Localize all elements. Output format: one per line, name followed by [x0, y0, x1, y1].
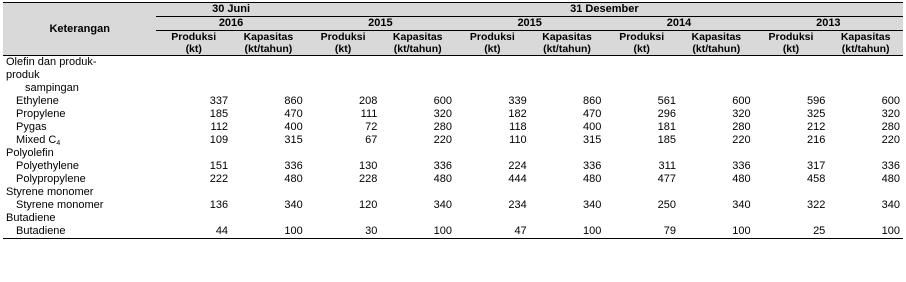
kapasitas-cell: 860	[284, 95, 303, 107]
kapasitas-cell: 336	[284, 160, 303, 172]
empty-cell	[231, 186, 306, 199]
kapasitas-header-label: Kapasitas	[243, 31, 294, 43]
row-label-text: Mixed C	[16, 134, 57, 146]
section-title: sampingan	[25, 82, 79, 94]
kapasitas-header-unit: (kt/tahun)	[543, 43, 591, 55]
row-label-subscript: 4	[56, 140, 61, 147]
empty-cell	[828, 186, 903, 199]
kapasitas-cell: 100	[380, 225, 455, 239]
row-label	[3, 173, 156, 186]
kapasitas-header	[828, 31, 903, 56]
empty-cell	[530, 69, 605, 82]
produksi-cell: 25	[754, 225, 829, 239]
produksi-cell: 322	[806, 199, 826, 211]
empty-cell	[530, 147, 605, 160]
year-header: 2015	[306, 17, 455, 31]
empty-cell	[156, 56, 231, 70]
kapasitas-cell: 480	[732, 173, 751, 185]
produksi-cell: 596	[806, 95, 826, 107]
kapasitas-header-label: Kapasitas	[392, 31, 443, 43]
kapasitas-cell: 400	[582, 121, 602, 133]
kapasitas-cell: 600	[433, 95, 453, 107]
kapasitas-cell: 480	[881, 173, 900, 185]
empty-cell	[530, 186, 605, 199]
row-label-text: Propylene	[16, 108, 66, 120]
produksi-cell: 311	[658, 160, 676, 172]
kapasitas-cell: 100	[679, 225, 754, 239]
empty-cell	[156, 212, 231, 225]
section-title: Polyolefin	[6, 147, 54, 159]
kapasitas-cell: 320	[732, 108, 751, 120]
empty-cell	[754, 147, 829, 160]
produksi-header-label: Produksi	[619, 31, 665, 43]
produksi-header-unit: (kt)	[633, 43, 650, 55]
empty-cell	[156, 82, 231, 95]
empty-cell	[231, 147, 306, 160]
produksi-cell: 79	[604, 225, 679, 239]
produksi-cell: 477	[657, 173, 676, 185]
empty-cell	[380, 69, 455, 82]
produksi-cell: 325	[806, 108, 826, 120]
kapasitas-cell: 320	[433, 108, 453, 120]
year-header: 2014	[604, 17, 753, 31]
empty-cell	[455, 56, 530, 70]
kapasitas-header	[679, 31, 754, 56]
section-header-row	[3, 147, 903, 160]
empty-cell	[604, 82, 679, 95]
produksi-header-unit: (kt)	[334, 43, 352, 55]
produksi-header	[754, 31, 829, 56]
produksi-cell: 47	[455, 225, 530, 239]
produksi-cell: 296	[657, 108, 676, 120]
produksi-header	[306, 31, 381, 56]
row-label-text: Polypropylene	[16, 173, 86, 185]
empty-cell	[679, 186, 754, 199]
table-row	[3, 121, 903, 134]
table-row	[3, 199, 903, 212]
empty-cell	[828, 212, 903, 225]
produksi-header-unit: (kt)	[782, 43, 800, 55]
produksi-cell: 110	[509, 134, 527, 146]
section-header-row	[3, 212, 903, 225]
empty-cell	[754, 69, 829, 82]
row-label	[3, 121, 156, 134]
kapasitas-header-unit: (kt/tahun)	[393, 43, 442, 55]
kapasitas-header-unit: (kt/tahun)	[841, 43, 890, 55]
row-label-text: Styrene monomer	[16, 199, 104, 211]
produksi-cell: 458	[806, 173, 826, 185]
empty-cell	[380, 147, 455, 160]
kapasitas-header-unit: (kt/tahun)	[692, 43, 741, 55]
section-title: produk	[6, 69, 40, 81]
empty-cell	[231, 69, 306, 82]
period-header-31-desember: 31 Desember	[306, 3, 903, 17]
row-label-text: Butadiene	[16, 225, 66, 237]
empty-cell	[530, 82, 605, 95]
empty-cell	[455, 186, 530, 199]
produksi-header-label: Produksi	[768, 31, 814, 43]
kapasitas-header	[380, 31, 455, 56]
produksi-cell: 120	[359, 199, 378, 211]
produksi-cell: 444	[508, 173, 527, 185]
empty-cell	[828, 147, 903, 160]
empty-cell	[156, 186, 231, 199]
table-body	[3, 56, 903, 239]
empty-cell	[679, 56, 754, 70]
produksi-header	[604, 31, 679, 56]
empty-cell	[754, 56, 829, 70]
kapasitas-cell: 400	[284, 121, 303, 133]
produksi-cell: 212	[806, 121, 826, 133]
empty-cell	[679, 147, 754, 160]
kapasitas-cell: 280	[732, 121, 751, 133]
kapasitas-cell: 280	[433, 121, 453, 133]
row-label	[3, 95, 156, 108]
empty-cell	[530, 212, 605, 225]
kapasitas-cell: 470	[582, 108, 602, 120]
empty-cell	[231, 212, 306, 225]
kapasitas-cell: 315	[582, 134, 602, 146]
empty-cell	[679, 82, 754, 95]
year-header: 2015	[455, 17, 604, 31]
table-row	[3, 95, 903, 108]
empty-cell	[156, 69, 231, 82]
kapasitas-cell: 220	[881, 134, 900, 146]
produksi-cell: 216	[806, 134, 826, 146]
kapasitas-cell: 340	[881, 199, 900, 211]
produksi-cell: 317	[806, 160, 826, 172]
section-header-row	[3, 69, 903, 82]
kapasitas-cell: 336	[881, 160, 900, 172]
produksi-cell: 250	[657, 199, 676, 211]
row-label-text: Polyethylene	[16, 160, 79, 172]
kapasitas-header	[530, 31, 605, 56]
kapasitas-cell: 220	[732, 134, 751, 146]
section-title: Olefin dan produk-	[6, 56, 97, 68]
produksi-cell: 228	[359, 173, 378, 185]
produksi-header	[156, 31, 231, 56]
row-label	[3, 199, 156, 212]
empty-cell	[380, 82, 455, 95]
produksi-cell: 208	[359, 95, 378, 107]
kapasitas-cell: 600	[732, 95, 751, 107]
kapasitas-cell: 336	[433, 160, 453, 172]
row-label	[3, 225, 156, 239]
produksi-header-unit: (kt)	[185, 43, 202, 55]
kapasitas-cell: 320	[881, 108, 900, 120]
empty-cell	[828, 69, 903, 82]
table-row	[3, 108, 903, 121]
kapasitas-header-label: Kapasitas	[542, 31, 592, 43]
produksi-cell: 30	[306, 225, 381, 239]
empty-cell	[231, 82, 306, 95]
empty-cell	[604, 147, 679, 160]
produksi-cell: 339	[508, 95, 527, 107]
produksi-cell: 234	[508, 199, 527, 211]
empty-cell	[306, 56, 381, 70]
section-header-row	[3, 82, 903, 95]
empty-cell	[754, 186, 829, 199]
empty-cell	[380, 186, 455, 199]
kapasitas-cell: 280	[881, 121, 900, 133]
kapasitas-cell: 340	[582, 199, 602, 211]
empty-cell	[455, 82, 530, 95]
empty-cell	[156, 147, 231, 160]
kapasitas-cell: 860	[582, 95, 602, 107]
kapasitas-cell: 340	[732, 199, 751, 211]
table-row	[3, 173, 903, 186]
kapasitas-cell: 470	[284, 108, 303, 120]
produksi-header-label: Produksi	[171, 31, 217, 43]
empty-cell	[679, 212, 754, 225]
section-title: Styrene monomer	[6, 186, 94, 198]
row-label	[3, 108, 156, 121]
table-row	[3, 134, 903, 147]
section-title: Butadiene	[6, 212, 56, 224]
produksi-cell: 561	[657, 95, 676, 107]
produksi-cell: 67	[365, 134, 378, 146]
produksi-cell: 72	[365, 121, 378, 133]
kapasitas-cell: 220	[433, 134, 453, 146]
produksi-header	[455, 31, 530, 56]
empty-cell	[306, 82, 381, 95]
produksi-cell: 130	[359, 160, 378, 172]
kapasitas-cell: 100	[828, 225, 903, 239]
empty-cell	[231, 56, 306, 70]
produksi-cell: 44	[156, 225, 231, 239]
table-row	[3, 160, 903, 173]
section-header-row	[3, 186, 903, 199]
produksi-cell: 136	[209, 199, 229, 211]
produksi-cell: 224	[508, 160, 527, 172]
kapasitas-header	[231, 31, 306, 56]
empty-cell	[828, 56, 903, 70]
kapasitas-header-unit: (kt/tahun)	[244, 43, 293, 55]
produksi-cell: 181	[657, 121, 676, 133]
empty-cell	[306, 147, 381, 160]
empty-cell	[380, 56, 455, 70]
kapasitas-cell: 336	[732, 160, 751, 172]
produksi-cell: 112	[210, 121, 229, 133]
produksi-cell: 109	[209, 134, 229, 146]
empty-cell	[604, 69, 679, 82]
empty-cell	[530, 56, 605, 70]
year-header: 2013	[754, 17, 903, 31]
row-label-text: Ethylene	[16, 95, 59, 107]
kapasitas-cell: 600	[881, 95, 900, 107]
empty-cell	[828, 82, 903, 95]
empty-cell	[604, 56, 679, 70]
kapasitas-cell: 340	[284, 199, 303, 211]
produksi-cell: 185	[209, 108, 229, 120]
empty-cell	[306, 212, 381, 225]
row-label	[3, 134, 156, 147]
produksi-cell: 337	[209, 95, 229, 107]
empty-cell	[679, 69, 754, 82]
section-header-row	[3, 56, 903, 70]
produksi-cell: 118	[509, 121, 527, 133]
empty-cell	[455, 69, 530, 82]
produksi-cell: 182	[508, 108, 527, 120]
empty-cell	[604, 186, 679, 199]
produksi-cell: 151	[209, 160, 229, 172]
kapasitas-cell: 340	[433, 199, 453, 211]
produksi-cell: 222	[209, 173, 229, 185]
produksi-header-label: Produksi	[320, 31, 366, 43]
empty-cell	[306, 69, 381, 82]
kapasitas-cell: 480	[582, 173, 602, 185]
period-header-30-juni: 30 Juni	[156, 3, 305, 17]
kapasitas-cell: 480	[284, 173, 303, 185]
kapasitas-cell: 315	[284, 134, 303, 146]
production-capacity-table	[3, 2, 903, 239]
produksi-header-label: Produksi	[469, 31, 515, 43]
empty-cell	[455, 147, 530, 160]
empty-cell	[754, 212, 829, 225]
produksi-cell: 111	[360, 108, 378, 120]
row-label	[3, 160, 156, 173]
produksi-header-unit: (kt)	[484, 43, 501, 55]
table-row	[3, 225, 903, 239]
kapasitas-cell: 336	[582, 160, 602, 172]
kapasitas-cell: 480	[433, 173, 453, 185]
kapasitas-cell: 100	[231, 225, 306, 239]
empty-cell	[455, 212, 530, 225]
kapasitas-header-label: Kapasitas	[840, 31, 891, 43]
keterangan-header: Keterangan	[3, 3, 156, 56]
empty-cell	[754, 82, 829, 95]
empty-cell	[380, 212, 455, 225]
year-header: 2016	[156, 17, 305, 31]
empty-cell	[306, 186, 381, 199]
row-label-text: Pygas	[16, 121, 47, 133]
kapasitas-header-label: Kapasitas	[691, 31, 742, 43]
produksi-cell: 185	[657, 134, 676, 146]
empty-cell	[604, 212, 679, 225]
kapasitas-cell: 100	[530, 225, 605, 239]
